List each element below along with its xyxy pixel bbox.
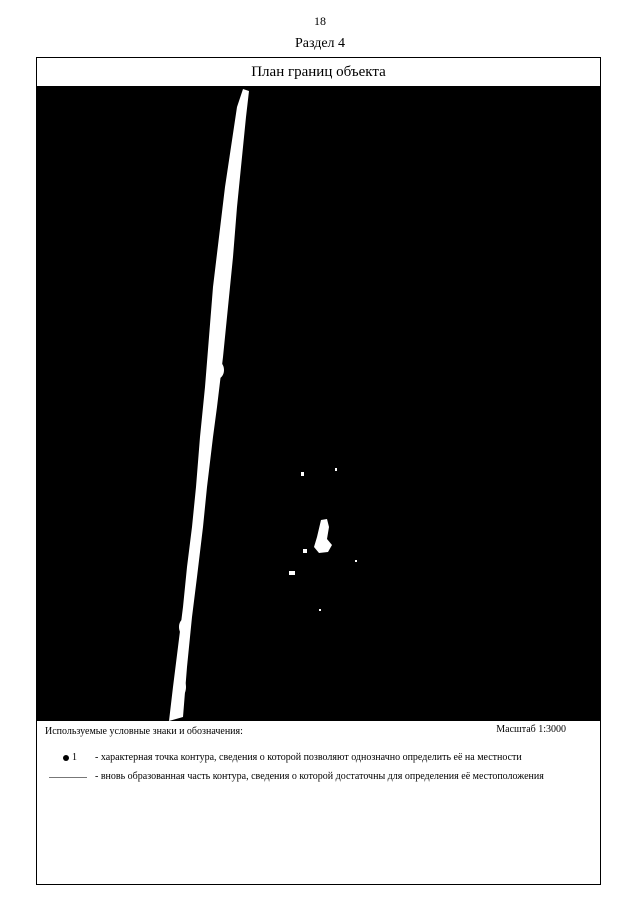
map-feature-spot — [319, 609, 321, 611]
map-feature-blob — [210, 361, 224, 379]
map-image — [37, 87, 600, 721]
legend-item-text: - вновь образованная часть контура, сведения о которой достаточны для определения её местоположения — [95, 771, 544, 782]
legend-item-text: - характерная точка контура, сведения о которой позволяют однозначно определить её на местности — [95, 752, 522, 763]
plan-frame — [36, 57, 601, 885]
legend-heading: Используемые условные знаки и обозначения: — [45, 726, 243, 737]
page-number: 18 — [314, 14, 326, 28]
map-feature-spot — [289, 571, 295, 575]
map-feature-blob — [174, 677, 186, 697]
section-title: Раздел 4 — [294, 36, 346, 51]
map-feature-spot — [355, 560, 357, 562]
point-marker-label: 1 — [72, 752, 77, 763]
point-marker-icon — [63, 755, 69, 761]
map-feature-blob — [203, 411, 211, 423]
map-feature-spot — [335, 468, 337, 471]
line-symbol-icon — [49, 777, 87, 778]
map-feature-spot — [303, 549, 307, 553]
map-feature-blob — [179, 619, 189, 635]
plan-map — [37, 87, 600, 721]
map-feature-spot — [301, 472, 304, 476]
plan-title: План границ объекта — [37, 58, 600, 87]
scale-label: Масштаб 1:3000 — [496, 724, 566, 735]
